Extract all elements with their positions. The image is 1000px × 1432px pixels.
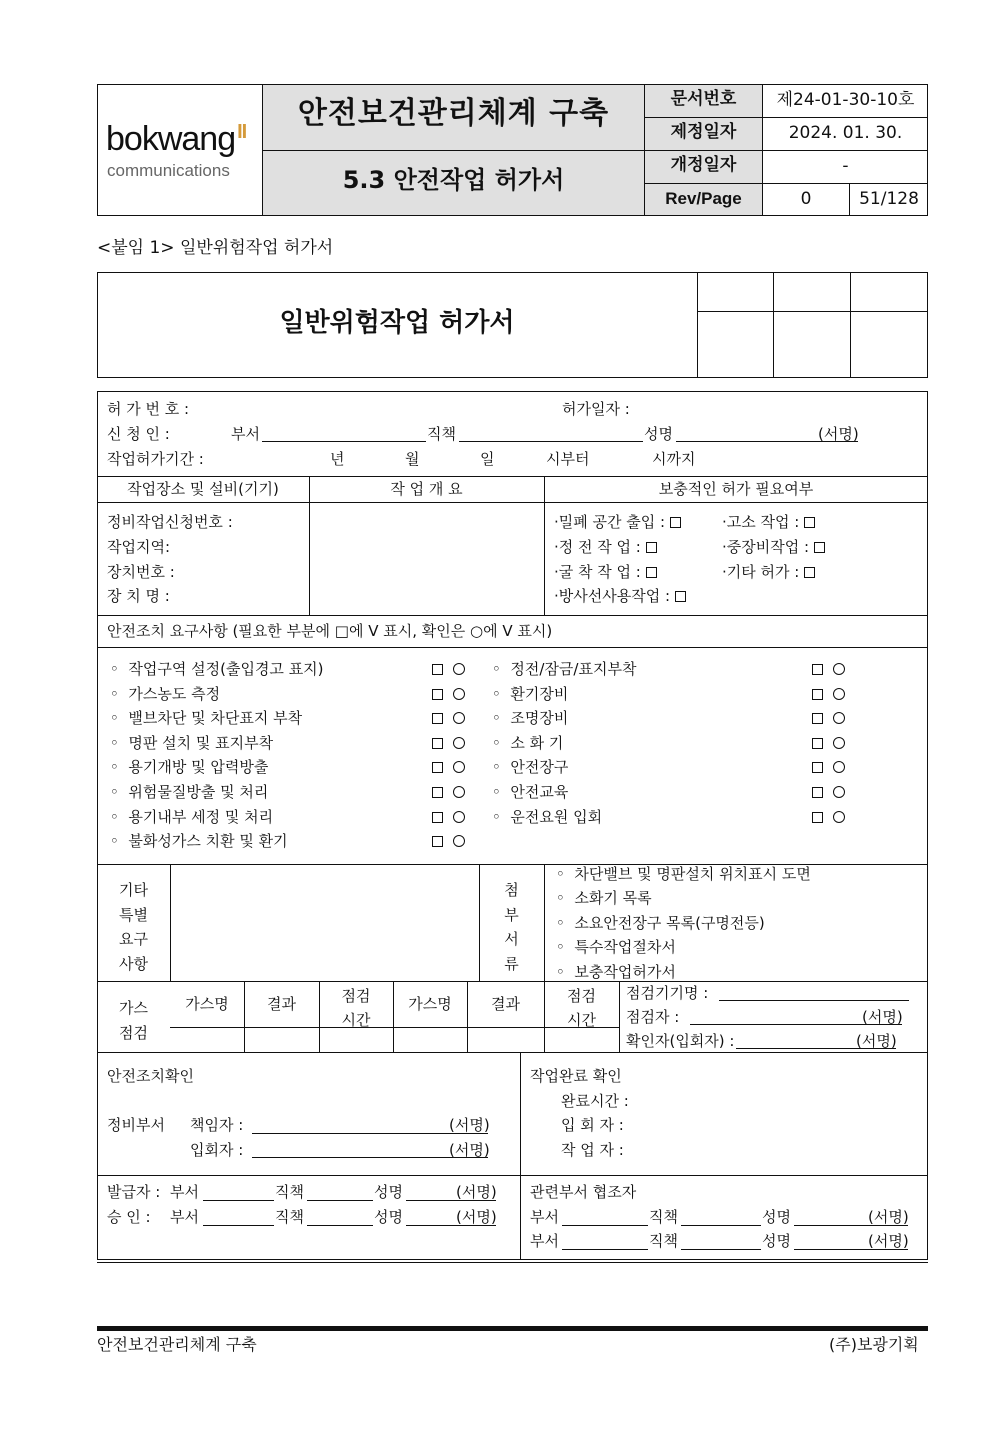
completion-time-label: 완료시간 : <box>561 1092 629 1110</box>
confirm-circle[interactable] <box>453 712 465 724</box>
company-logo-sub: communications <box>107 161 230 180</box>
safety-confirm-title: 안전조치확인 <box>107 1067 194 1085</box>
safety-item: ◦ 소 화 기 <box>492 733 564 752</box>
coop-sign: (서명) <box>868 1208 909 1226</box>
checkbox[interactable] <box>804 567 815 578</box>
checkbox[interactable] <box>812 812 823 823</box>
applicant-label: 신 청 인 : <box>107 425 170 443</box>
safety-requirements-header: 안전조치 요구사항 (필요한 부분에 □에 V 표시, 확인은 ○에 V 표시) <box>107 622 553 640</box>
attach-item: ◦ 특수작업절차서 <box>556 938 676 956</box>
meta-label-rev-page: Rev/Page <box>665 189 742 208</box>
safety-item-checks <box>432 760 465 775</box>
confirmer-label: 확인자(입회자) : <box>626 1032 735 1050</box>
gas-result-header: 결과 <box>267 995 296 1013</box>
confirm-circle[interactable] <box>833 811 845 823</box>
safety-item: ◦ 안전장구 <box>492 758 569 777</box>
confirm-circle[interactable] <box>453 737 465 749</box>
period-day: 일 <box>480 450 495 468</box>
gas-name-header: 가스명 <box>185 995 229 1013</box>
attach-item: ◦ 소화기 목록 <box>556 889 652 907</box>
approver-label: 승 인 : <box>107 1208 151 1226</box>
period-year: 년 <box>330 450 345 468</box>
applicant-dept-label: 부서 <box>231 425 260 443</box>
applicant-name-label: 성명 <box>644 425 673 443</box>
confirmer-sign: (서명) <box>856 1032 897 1050</box>
permit-number-label: 허 가 번 호 : <box>107 400 190 418</box>
checkbox[interactable] <box>812 713 823 724</box>
checkbox[interactable] <box>804 517 815 528</box>
issuer-name-label: 성명 <box>374 1183 403 1201</box>
col-overview: 작 업 개 요 <box>390 480 463 498</box>
safety-item: ◦ 위험물질방출 및 처리 <box>110 783 269 801</box>
safety-item: ◦ 운전요원 입회 <box>492 807 603 826</box>
meta-label-revise-date: 개정일자 <box>670 155 737 175</box>
attachment-label: <붙임 1> 일반위험작업 허가서 <box>97 238 334 258</box>
checkbox[interactable] <box>432 713 443 724</box>
attach-item: ◦ 차단밸브 및 명판설치 위치표시 도면 <box>556 865 811 883</box>
gas-time-header: 점검 시간 <box>341 987 371 1029</box>
meta-value-page: 51/128 <box>859 189 919 209</box>
safety-item-checks <box>432 662 465 677</box>
checkbox[interactable] <box>670 517 681 528</box>
gas-result-header: 결과 <box>491 995 520 1013</box>
approver-sign: (서명) <box>456 1208 497 1226</box>
instrument-name-label: 점검기기명 : <box>626 984 709 1002</box>
additional-power-off: ·정 전 작 업 : <box>554 540 657 555</box>
meta-value-revise-date: - <box>842 156 849 176</box>
attach-label: 첨 부 서 류 <box>504 881 519 973</box>
col-place: 작업장소 및 설비(기기) <box>127 480 279 498</box>
checkbox[interactable] <box>432 738 443 749</box>
gas-name-header: 가스명 <box>408 995 452 1013</box>
safety-item-checks <box>812 662 845 677</box>
additional-excavation: ·굴 착 작 업 : <box>554 565 657 580</box>
safety-item-checks <box>432 834 465 849</box>
confirm-circle[interactable] <box>453 786 465 798</box>
confirm-circle[interactable] <box>453 835 465 847</box>
safety-item: ◦ 정전/잠금/표지부착 <box>492 660 637 678</box>
coop-position-label: 직책 <box>649 1232 678 1250</box>
approver-position-label: 직책 <box>275 1208 304 1226</box>
checkbox[interactable] <box>432 812 443 823</box>
applicant-position-label: 직책 <box>427 425 456 443</box>
checkbox[interactable] <box>646 567 657 578</box>
confirm-circle[interactable] <box>453 663 465 675</box>
footer-right: (주)보광기획 <box>829 1335 919 1354</box>
cooperation-title: 관련부서 협조자 <box>530 1183 637 1201</box>
witness-sign: (서명) <box>449 1141 490 1159</box>
coop-name-label: 성명 <box>762 1208 791 1226</box>
safety-item-checks <box>812 810 845 825</box>
coop-name-label: 성명 <box>762 1232 791 1250</box>
confirm-circle[interactable] <box>453 688 465 700</box>
period-month: 월 <box>405 450 420 468</box>
checkbox[interactable] <box>432 689 443 700</box>
meta-value-enact-date: 2024. 01. 30. <box>788 123 903 143</box>
form-title: 일반위험작업 허가서 <box>279 308 515 338</box>
safety-item: ◦ 불화성가스 치환 및 환기 <box>110 832 288 851</box>
confirm-circle[interactable] <box>833 663 845 675</box>
completion-title: 작업완료 확인 <box>530 1067 622 1085</box>
safety-item: ◦ 안전교육 <box>492 783 569 801</box>
period-to: 시까지 <box>652 450 696 468</box>
gas-check-label: 가스 점검 <box>119 999 148 1042</box>
applicant-sign-label: (서명) <box>818 425 859 443</box>
meta-label-doc-no: 문서번호 <box>670 89 737 109</box>
completion-worker-label: 작 업 자 : <box>561 1141 624 1159</box>
approver-name-label: 성명 <box>374 1208 403 1226</box>
checkbox[interactable] <box>812 787 823 798</box>
safety-item-checks <box>812 711 845 726</box>
col-additional: 보충적인 허가 필요여부 <box>658 480 814 498</box>
safety-item: ◦ 용기내부 세정 및 처리 <box>110 807 274 826</box>
safety-item-checks <box>432 711 465 726</box>
completion-witness-label: 입 회 자 : <box>561 1116 624 1134</box>
period-from: 시부터 <box>546 450 590 468</box>
coop-sign: (서명) <box>868 1232 909 1250</box>
meta-value-doc-no: 제24-01-30-10호 <box>776 90 915 110</box>
safety-item: ◦ 명판 설치 및 표지부착 <box>110 733 274 752</box>
gas-time-header: 점검 시간 <box>567 987 596 1029</box>
place-item-device-no: 장치번호 : <box>107 563 175 581</box>
safety-item-checks <box>432 810 465 825</box>
footer-left: 안전보건관리체계 구축 <box>97 1335 257 1354</box>
checkbox[interactable] <box>646 542 657 553</box>
document-subtitle: 5.3 안전작업 허가서 <box>342 166 565 194</box>
additional-other: ·기타 허가 : <box>722 565 815 580</box>
confirm-circle[interactable] <box>833 737 845 749</box>
issuer-position-label: 직책 <box>275 1183 304 1201</box>
issuer-sign: (서명) <box>456 1183 497 1201</box>
safety-item-checks <box>432 785 465 800</box>
work-period-label: 작업허가기간 : <box>107 450 204 468</box>
safety-item: ◦ 조명장비 <box>492 709 569 728</box>
safety-item-checks <box>432 687 465 702</box>
safety-item: ◦ 환기장비 <box>492 684 569 703</box>
confirm-circle[interactable] <box>833 712 845 724</box>
checkbox[interactable] <box>814 542 825 553</box>
place-item-area: 작업지역: <box>107 538 171 556</box>
checkbox[interactable] <box>812 689 823 700</box>
place-item-request-no: 정비작업신청번호 : <box>107 513 233 531</box>
safety-item: ◦ 가스농도 측정 <box>110 684 221 703</box>
company-logo: bokwang $^{II}$ <box>106 120 247 158</box>
safety-item-checks <box>812 760 845 775</box>
checkbox[interactable] <box>432 664 443 675</box>
safety-item: ◦ 용기개방 및 압력방출 <box>110 758 269 777</box>
checkbox[interactable] <box>432 836 443 847</box>
additional-height-work: ·고소 작업 : <box>722 515 815 530</box>
confirm-circle[interactable] <box>833 761 845 773</box>
manager-label: 책임자 : <box>190 1116 244 1134</box>
checkbox[interactable] <box>432 762 443 773</box>
coop-position-label: 직책 <box>649 1208 678 1226</box>
safety-item: ◦ 밸브차단 및 차단표지 부착 <box>110 709 303 728</box>
place-item-device-name: 장 치 명 : <box>107 587 170 605</box>
safety-item-checks <box>812 785 845 800</box>
inspector-sign: (서명) <box>862 1008 903 1026</box>
issuer-label: 발급자 : <box>107 1183 161 1201</box>
inspector-label: 점검자 : <box>626 1008 680 1026</box>
manager-sign: (서명) <box>449 1116 490 1134</box>
attach-item: ◦ 보충작업허가서 <box>556 963 676 981</box>
checkbox[interactable] <box>812 762 823 773</box>
safety-item-checks <box>432 736 465 751</box>
checkbox[interactable] <box>675 591 686 602</box>
witness-label: 입회자 : <box>190 1141 244 1159</box>
checkbox[interactable] <box>812 738 823 749</box>
additional-heavy-equipment: ·중장비작업 : <box>722 540 825 555</box>
meta-value-rev: 0 <box>800 189 812 209</box>
coop-dept-label: 부서 <box>530 1232 559 1250</box>
confirm-circle[interactable] <box>453 761 465 773</box>
other-label: 기타 특별 요구 사항 <box>119 881 148 973</box>
confirm-circle[interactable] <box>833 688 845 700</box>
maintenance-dept-label: 정비부서 <box>107 1116 165 1134</box>
document-title: 안전보건관리체계 구축 <box>297 96 610 131</box>
meta-label-enact-date: 제정일자 <box>670 122 737 142</box>
footer-rule <box>97 1326 928 1331</box>
checkbox[interactable] <box>812 664 823 675</box>
confirm-circle[interactable] <box>833 786 845 798</box>
issuer-dept-label: 부서 <box>170 1183 199 1201</box>
confirm-circle[interactable] <box>453 811 465 823</box>
approver-dept-label: 부서 <box>170 1208 199 1226</box>
coop-dept-label: 부서 <box>530 1208 559 1226</box>
safety-item: ◦ 작업구역 설정(출입경고 표지) <box>110 660 324 678</box>
safety-item-checks <box>812 687 845 702</box>
additional-radiation: ·방사선사용작업 : <box>554 589 686 604</box>
safety-item-checks <box>812 736 845 751</box>
checkbox[interactable] <box>432 787 443 798</box>
permit-date-label: 허가일자 : <box>562 400 630 418</box>
additional-confined-space: ·밀폐 공간 출입 : <box>554 515 681 530</box>
attach-item: ◦ 소요안전장구 목록(구명전등) <box>556 914 765 932</box>
